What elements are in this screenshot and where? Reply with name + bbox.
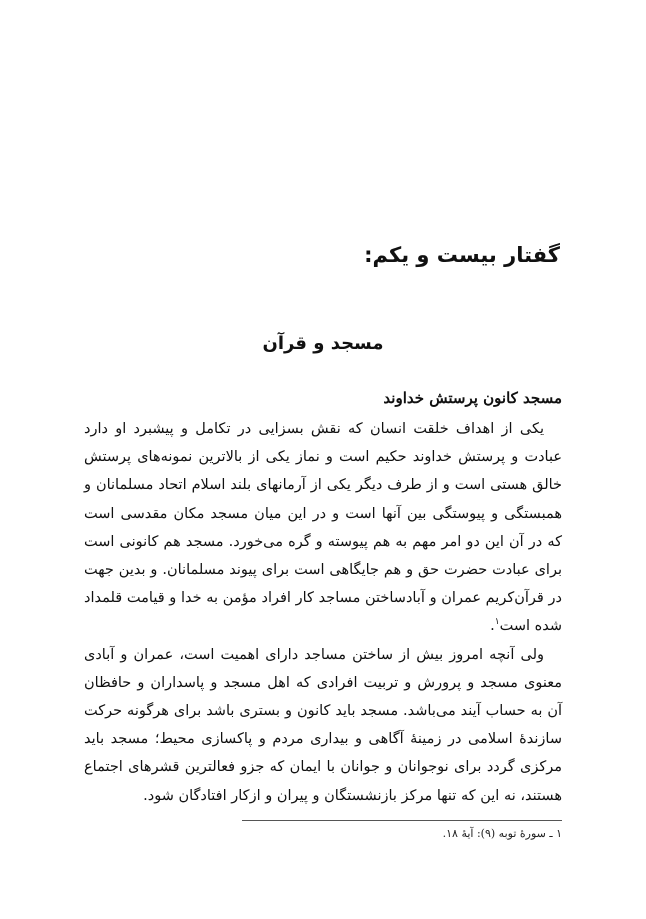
footnote-reference[interactable]: ۱ xyxy=(494,617,500,628)
paragraph-1-text: یکی از اهداف خلقت انسان که نقش بسزایی در تکامل و پیشبرد او دارد عبادت و پرستش خداوند حکیم است و نماز یکی از بالاترین نمونه‌های پرستش خالق هستی است و از طرف دیگر یکی از آرمانهای بلند اسلام اتحاد مسلمانان و همبستگی و پیوستگی بین آنها است و در این میان مسجد مکان مقدسی است که در آن این دو امر مهم به هم پیوسته و گره می‌خورد. مسجد هم کانونی است برای عبادت حضرت حق و هم جایگاهی است برای پیوند مسلمانان. و بدین جهت در قرآن‌کریم عمران و آبادساختن مساجد کار افراد مؤمن به خدا و قیامت قلمداد شده است xyxy=(84,421,562,635)
footnote-divider xyxy=(242,820,562,821)
subsection-title: مسجد کانون پرستش خداوند xyxy=(383,389,562,407)
section-title: مسجد و قرآن xyxy=(262,333,384,354)
footnote: ۱ ـ سورهٔ توبه (۹): آیهٔ ۱۸. xyxy=(442,827,562,840)
chapter-title: گفتار بیست و یکم: xyxy=(364,243,560,267)
body-text xyxy=(84,415,562,810)
paragraph-1-end: . xyxy=(490,618,495,635)
paragraph-1 xyxy=(84,415,562,641)
paragraph-2: ولی آنچه امروز بیش از ساختن مساجد دارای اهمیت است، عمران و آبادی معنوی مسجد و پرورش و تربیت افرادی که اهل مسجد و پاسداران و حافظان آن به حساب آیند می‌باشد. مسجد باید کانون و بستری باشد برای هرگونه حرکت سازندهٔ اسلامی در زمینهٔ آگاهی و بیداری مردم و پاکسازی محیط؛ مسجد باید مرکزی گردد برای نوجوانان و جوانان با ایمان که جزو فعالترین قشرهای اجتماع هستند، نه این که تنها مرکز بازنشستگان و پیران و ازکار افتادگان شود. xyxy=(84,646,562,804)
